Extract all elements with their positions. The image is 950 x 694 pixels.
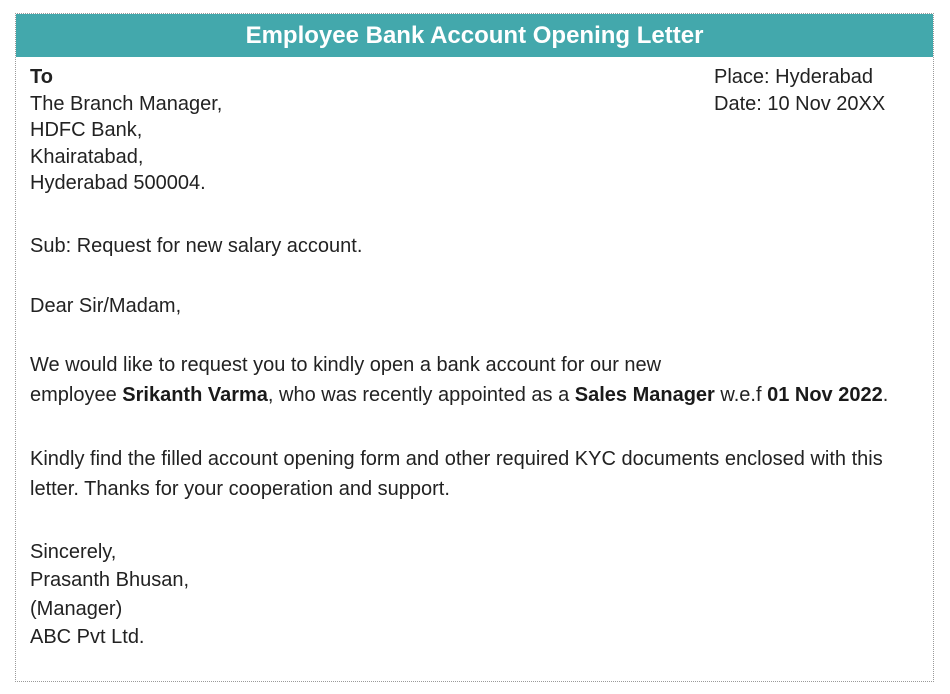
sign-off: Sincerely,	[30, 540, 117, 563]
body-text: w.e.f	[714, 383, 768, 406]
sender-company: ABC Pvt Ltd.	[30, 626, 145, 648]
body-text: .	[882, 383, 889, 406]
body-text: We would like to request you to kindly open a bank account for our new	[30, 353, 662, 376]
body-text: , who was recently appointed as a	[267, 383, 575, 406]
designation: Sales Manager	[574, 383, 715, 406]
body-paragraph-1	[30, 350, 919, 410]
place-date-block	[714, 64, 885, 117]
salutation: Dear Sir/Madam,	[30, 294, 182, 317]
employee-name: Srikanth Varma	[122, 383, 268, 406]
subject-line: Sub: Request for new salary account.	[30, 234, 363, 257]
sender-name: Prasanth Bhusan,	[30, 569, 189, 591]
body-text: employee	[30, 383, 123, 406]
closing-block	[30, 538, 919, 652]
recipient-line: Hyderabad 500004.	[30, 172, 206, 194]
body-paragraph-2: Kindly find the filled account opening form and other required KYC documents enclosed with this letter. Thanks for your cooperation and support.	[30, 447, 883, 500]
letter-content	[30, 64, 919, 652]
place-text: Place: Hyderabad	[714, 66, 873, 88]
sender-title: (Manager)	[30, 597, 123, 620]
recipient-line: The Branch Manager,	[30, 92, 223, 115]
joining-date: 01 Nov 2022	[767, 383, 883, 406]
letter-title: Employee Bank Account Opening Letter	[16, 14, 933, 57]
recipient-line: Khairatabad,	[30, 145, 144, 168]
date-text: Date: 10 Nov 20XX	[714, 92, 886, 115]
recipient-line: HDFC Bank,	[30, 119, 143, 141]
letter-container	[15, 13, 934, 682]
to-label: To	[30, 66, 53, 88]
